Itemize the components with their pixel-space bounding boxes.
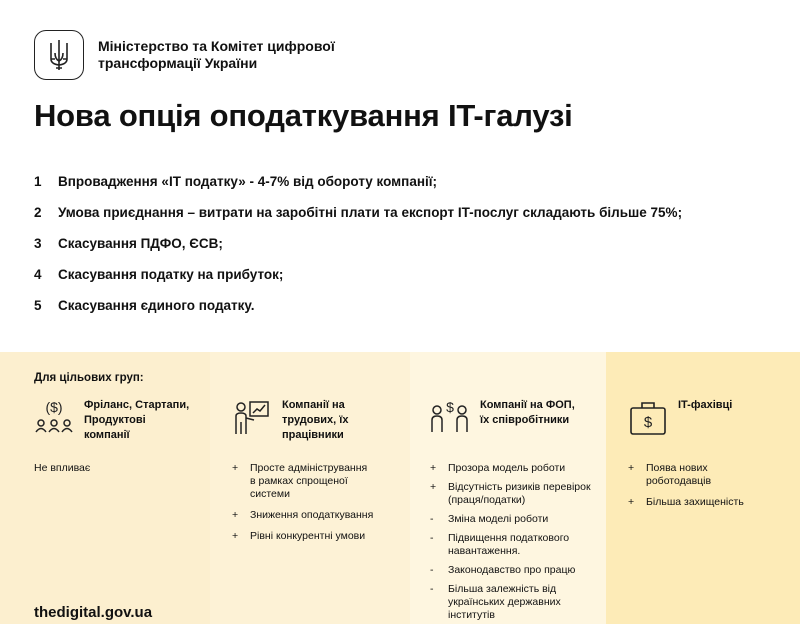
- group-label-line: трудових, їх: [282, 414, 349, 426]
- list-item: [628, 462, 788, 488]
- item-line: Просте адміністрування: [250, 462, 368, 474]
- point-number: 1: [34, 174, 42, 189]
- item-line: інститутів: [448, 609, 495, 621]
- website-link[interactable]: thedigital.gov.ua: [34, 604, 153, 621]
- list-item: [430, 532, 606, 558]
- item-line: Більша захищеність: [646, 496, 744, 508]
- minus-sign: -: [430, 532, 434, 544]
- list-item: [430, 583, 606, 622]
- item-line: Прозора модель роботи: [448, 462, 566, 474]
- point-item: [34, 205, 682, 236]
- item-line: (праця/податки): [448, 494, 526, 506]
- item-line: Відсутність ризиків перевірок: [448, 481, 591, 493]
- plus-sign: +: [628, 462, 635, 474]
- group-label-line: компанії: [84, 429, 130, 441]
- list-item: [430, 513, 606, 526]
- group-effects-list: [628, 462, 788, 517]
- org-line-1: Міністерство та Комітет цифрової: [98, 38, 335, 54]
- no-effect-note: Не впливає: [34, 462, 91, 474]
- item-line: Законодавство про працю: [448, 564, 576, 576]
- list-item: [232, 530, 402, 543]
- point-text: Скасування ПДФО, ЄСВ;: [58, 236, 223, 251]
- point-item: [34, 236, 682, 267]
- item-line: Зниження оподаткування: [250, 509, 374, 521]
- list-item: [430, 564, 606, 577]
- targets-label: Для цільових груп:: [34, 372, 144, 384]
- point-text: Скасування податку на прибуток;: [58, 267, 284, 282]
- org-line-2: трансформації України: [98, 55, 258, 71]
- item-line: Поява нових: [646, 462, 708, 474]
- freelance-people-dollar-icon: [34, 398, 74, 438]
- minus-sign: -: [430, 564, 434, 576]
- svg-text:$: $: [643, 414, 653, 431]
- plus-sign: +: [430, 462, 437, 474]
- minus-sign: -: [430, 513, 434, 525]
- group-label-line: Компанії на: [282, 399, 345, 411]
- point-number: 3: [34, 236, 42, 251]
- briefcase-dollar-icon: [628, 398, 668, 438]
- group-label: [678, 398, 732, 413]
- point-item: [34, 174, 682, 205]
- group-label: [480, 398, 575, 428]
- list-item: [430, 462, 606, 475]
- point-number: 2: [34, 205, 42, 220]
- ministry-logo: [34, 30, 84, 80]
- organization-name: [98, 38, 335, 72]
- svg-text:$: $: [446, 399, 454, 415]
- point-text: Скасування єдиного податку.: [58, 298, 255, 313]
- presenter-chart-icon: [232, 398, 272, 438]
- people-dollar-icon: [430, 398, 470, 438]
- plus-sign: +: [232, 530, 239, 542]
- item-line: системи: [250, 488, 290, 500]
- item-line: Зміна моделі роботи: [448, 513, 549, 525]
- trident-emblem-icon: [48, 39, 70, 71]
- group-employment: [232, 398, 348, 443]
- group-label-line: працівники: [282, 429, 344, 441]
- list-item: [232, 509, 402, 522]
- item-line: роботодавців: [646, 475, 712, 487]
- group-effects-list: [430, 462, 606, 628]
- points-list: [34, 174, 682, 329]
- point-number: 5: [34, 298, 42, 313]
- target-groups-section: [0, 352, 800, 624]
- page-title: Нова опція оподаткування IT-галузі: [34, 98, 573, 133]
- point-item: [34, 267, 682, 298]
- plus-sign: +: [232, 509, 239, 521]
- item-line: в рамках спрощеної: [250, 475, 348, 487]
- group-column-freelance: [0, 352, 210, 624]
- plus-sign: +: [232, 462, 239, 474]
- group-label-line: Продуктові: [84, 414, 146, 426]
- group-label-line: Фріланс, Стартапи,: [84, 399, 190, 411]
- item-line: навантаження.: [448, 545, 521, 557]
- list-item: [430, 481, 606, 507]
- group-it-specialists: [628, 398, 732, 438]
- minus-sign: -: [430, 583, 434, 595]
- group-fop: [430, 398, 575, 438]
- list-item: [232, 462, 402, 501]
- item-line: українських державних: [448, 596, 561, 608]
- group-label-line: їх співробітники: [480, 414, 570, 426]
- point-number: 4: [34, 267, 42, 282]
- group-effects-list: [232, 462, 402, 551]
- list-item: [628, 496, 788, 509]
- point-text: Впровадження «IT податку» - 4-7% від обороту компанії;: [58, 174, 438, 189]
- group-label-line: Компанії на ФОП,: [480, 399, 575, 411]
- group-label-line: IT-фахівці: [678, 399, 733, 411]
- item-line: Підвищення податкового: [448, 532, 570, 544]
- plus-sign: +: [628, 496, 635, 508]
- group-label: [282, 398, 348, 443]
- group-freelance: [34, 398, 189, 443]
- point-text: Умова приєднання – витрати на заробітні плати та експорт IT-послуг складають більше 75%;: [58, 205, 683, 220]
- item-line: Більша залежність від: [448, 583, 557, 595]
- svg-text:($): ($): [45, 399, 63, 415]
- item-line: Рівні конкурентні умови: [250, 530, 366, 542]
- group-label: [84, 398, 189, 443]
- point-item: [34, 298, 682, 329]
- plus-sign: +: [430, 481, 437, 493]
